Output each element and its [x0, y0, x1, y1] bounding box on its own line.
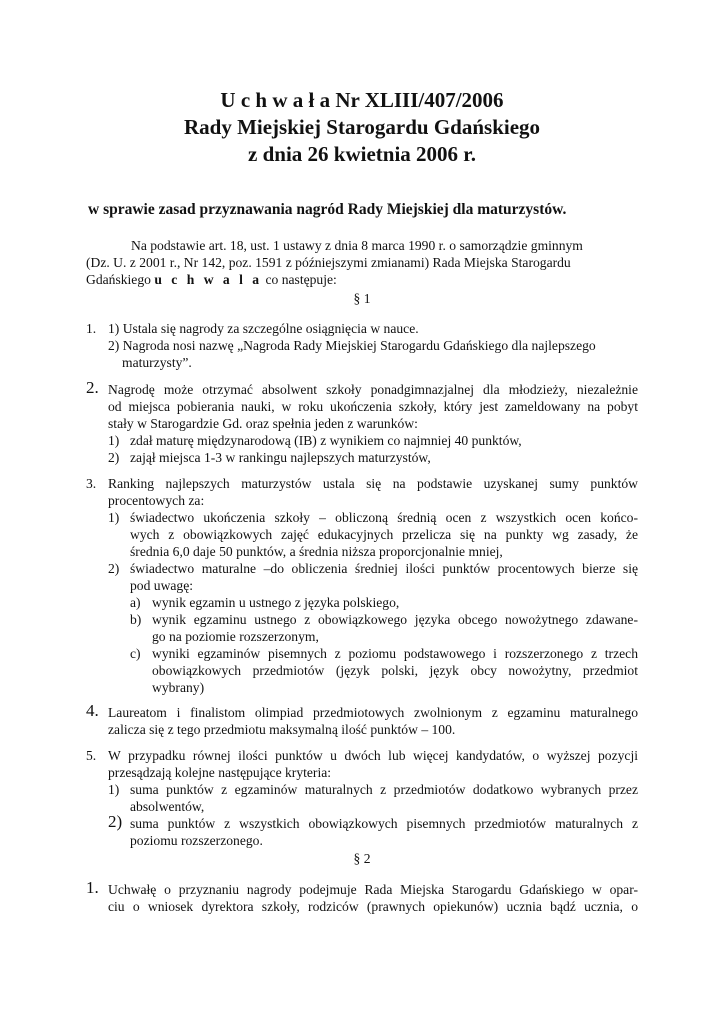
point-text: Uchwałę o przyznaniu nagrody podejmuje Rada Miejska Starogardu Gdańskiego w opar- [108, 882, 638, 897]
point-text: Nagrodę może otrzymać absolwent szkoły ponadgimnazjalnej dla młodzieży, niezależnie [108, 382, 638, 397]
point-text: procentowych za: [108, 493, 205, 508]
list-marker: 1) [108, 782, 120, 797]
list-item: pod uwagę: [130, 578, 194, 593]
point-number: 4. [86, 701, 99, 720]
point-number: 1. [86, 878, 99, 897]
resolution-subject: w sprawie zasad przyznawania nagród Rady Miejskiej dla maturzystów. [88, 201, 567, 218]
sublist-item: wyniki egzaminów pisemnych z poziomu podstawowego i rozszerzonego z trzech [152, 646, 638, 661]
list-item: wych z obowiązkowych zajęć edukacyjnych przelicza się na punkty wg zasady, że [130, 527, 638, 542]
list-marker: 2) [108, 450, 120, 465]
list-item: świadectwo maturalne –do obliczenia średniej ilości punktów procentowych bierze się [130, 561, 638, 576]
point-text: zalicza się z tego przedmiotu maksymalną ilość punktów – 100. [108, 722, 456, 737]
preamble-line: Gdańskiego u c h w a l a co następuje: [86, 272, 337, 287]
point-text: Ranking najlepszych maturzystów ustala się na podstawie uzyskanej sumy punktów [108, 476, 638, 491]
point-text: ciu o wniosek dyrektora szkoły, rodziców (prawnych opiekunów) ucznia bądź ucznia, o [108, 899, 638, 914]
preamble-line: (Dz. U. z 2001 r., Nr 142, poz. 1591 z późniejszymi zmianami) Rada Miejska Starogardu [86, 255, 571, 270]
point-text: 2) Nagroda nosi nazwę „Nagroda Rady Miejskiej Starogardu Gdańskiego dla najlepszego [108, 338, 596, 353]
list-item: świadectwo ukończenia szkoły – obliczoną średnią ocen z wszystkich ocen końco- [130, 510, 638, 525]
list-marker: 2) [108, 561, 120, 576]
list-item: suma punktów z egzaminów maturalnych z przedmiotów dodatkowo wybranych przez [130, 782, 638, 797]
point-number: 2. [86, 378, 99, 397]
section-heading-1: § 1 [353, 291, 371, 306]
point-number: 1. [86, 321, 97, 336]
sublist-marker: b) [130, 612, 142, 627]
council-name: Rady Miejskiej Starogardu Gdańskiego [183, 115, 541, 139]
list-marker: 1) [108, 433, 120, 448]
preamble-line: Na podstawie art. 18, ust. 1 ustawy z dnia 8 marca 1990 r. o samorządzie gminnym [131, 238, 583, 253]
resolution-date: z dnia 26 kwietnia 2006 r. [248, 142, 476, 166]
point-text: stały w Starogardzie Gd. oraz spełnia jeden z warunków: [108, 416, 418, 431]
list-item: suma punktów z wszystkich obowiązkowych pisemnych przedmiotów maturalnych z [130, 816, 638, 831]
list-item: średnia 6,0 daje 50 punktów, a średnia niższa proporcjonalnie mniej, [130, 544, 503, 559]
list-item: zajął miejsca 1-3 w rankingu najlepszych maturzystów, [130, 450, 431, 465]
point-text: maturzysty”. [122, 355, 192, 370]
point-text: 1) Ustala się nagrody za szczególne osiągnięcia w nauce. [108, 321, 419, 336]
list-item: poziomu rozszerzonego. [130, 833, 263, 848]
point-text: przesądzają kolejne następujące kryteria: [108, 765, 332, 780]
list-marker: 2) [108, 812, 123, 831]
point-text: Laureatom i finalistom olimpiad przedmiotowych zwolnionym z egzaminu maturalnego [108, 705, 638, 720]
resolution-title: U c h w a ł a Nr XLIII/407/2006 [220, 88, 504, 112]
sublist-item: wybrany) [152, 680, 205, 695]
list-item: absolwentów, [130, 799, 205, 814]
sublist-item: wynik egzamin u ustnego z języka polskiego, [152, 595, 400, 610]
section-heading-2: § 2 [353, 851, 371, 866]
list-marker: 1) [108, 510, 120, 525]
sublist-item: obowiązkowych przedmiotów (język polski, język obcy nowożytny, przedmiot [152, 663, 638, 678]
point-text: W przypadku równej ilości punktów u dwóch lub więcej kandydatów, o wyższej pozycji [108, 748, 638, 763]
list-item: zdał maturę międzynarodową (IB) z wynikiem co najmniej 40 punktów, [130, 433, 522, 448]
sublist-item: go na poziomie rozszerzonym, [152, 629, 319, 644]
sublist-item: wynik egzaminu ustnego z obowiązkowego języka obcego nowożytnego zdawane- [152, 612, 638, 627]
point-number: 5. [86, 748, 97, 763]
point-number: 3. [86, 476, 97, 491]
sublist-marker: c) [130, 646, 141, 661]
point-text: od miejsca pobierania nauki, w roku ukończenia szkoły, który jest zameldowany na pobyt [108, 399, 638, 414]
sublist-marker: a) [130, 595, 141, 610]
